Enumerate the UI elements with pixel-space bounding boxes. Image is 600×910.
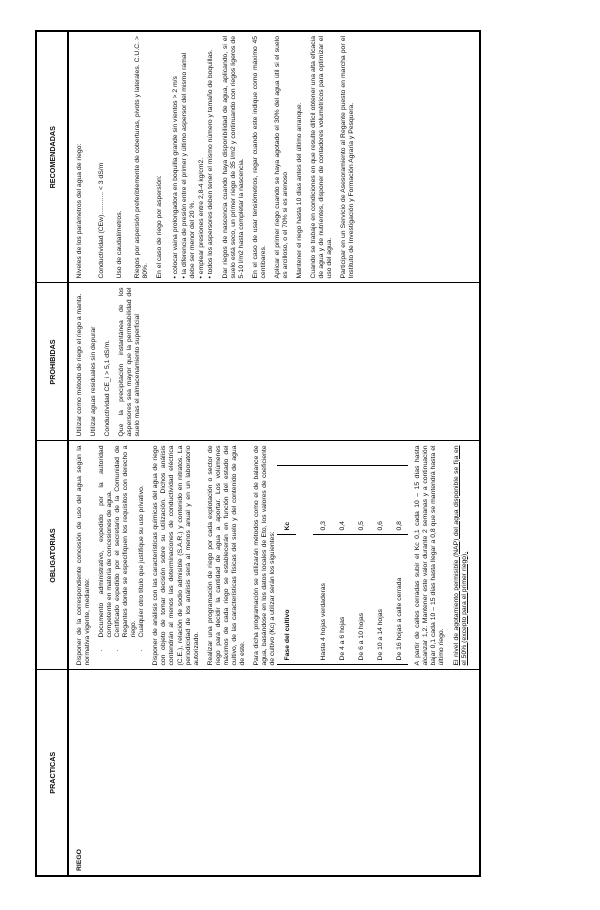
kc-value: 0,5	[351, 466, 370, 535]
kc-value: 0,3	[313, 466, 332, 535]
kc-value: 0,4	[332, 466, 351, 535]
kc-table-header	[277, 466, 296, 665]
table-header-row	[36, 31, 68, 876]
fase-label: De 6 a 10 hojas	[351, 535, 370, 665]
list-item: • todos los aspersores deben tener el mismo número y tamaño de boquillas.	[207, 49, 215, 279]
practica-cell	[68, 670, 480, 876]
recomendada-aspersion-tipos: Riegos por aspersión preferiblemente de coberturas, pivots y laterales. C.U.C. > 80%.	[134, 36, 150, 279]
obligatoria-nap: El nivel de agotamiento permisible (NAP) del agua disponible se fija en el 50% (excepto para el primer riego).	[452, 445, 468, 666]
recomendada-nascencia: Dar riegos de nascencia cuando haya disponibilidad de agua, aplicando, si el suelo está seco, un primer riego de 35 l/m2 y continuando con riegos ligeros de 5-10 l/m2 hasta completar la nascencia.	[221, 36, 245, 279]
rotated-document-page	[0, 5, 600, 905]
recomendadas-cell	[68, 31, 480, 283]
header-practicas: PRACTICAS	[36, 670, 68, 876]
concesion-list	[98, 446, 146, 666]
table-row	[389, 466, 408, 665]
prohibidas-cell	[68, 283, 480, 441]
recomendada-aspersion-caso: En el caso de riego por aspersión:	[156, 175, 164, 279]
recomendada-tensiometros: En el caso de usar tensiómetros, regar cuando este indique como máximo 45 centibares.	[251, 36, 267, 279]
obligatorias-cell	[68, 441, 480, 670]
list-item: · Documento administrativo, expedido por la autoridad competente en materia de concesiones de agua.	[98, 446, 114, 638]
list-item: • la diferencia de presión entre el primer y último aspersor del mismo ramal debe ser menor del 20 %.	[181, 52, 197, 279]
recomendada-niveles: Niveles de los parámetros del agua de riego:	[76, 143, 83, 279]
fase-label: De 4 a 6 hojas	[332, 535, 351, 665]
recomendada-contadores: Cuando se trabaje en condiciones en que resulte difícil obtener una alta eficacia de agua y de nutrientes, disponer de contadores volumétricos para optimizar el uso del agua.	[309, 36, 333, 279]
obligatoria-concesion: Disponer de la correspondiente concesión de uso del agua según la normativa vigente, mediante:	[76, 445, 92, 666]
table-row	[68, 31, 480, 876]
list-item: · Cualquier otro título que justifique su uso privativo.	[138, 446, 146, 638]
obligatoria-programacion: Realizar una programación de riego por cada explotación o sector de riego para decidir la cantidad de agua a aportar. Los volúmenes máximos de cada riego se establecerán en función del estado del cultivo, de las características físicas del suelo y del contenido de agua de este.	[206, 445, 246, 666]
obligatoria-balance: Para dicha programación se utilizarán métodos como el de balance de agua, basándose en los datos locales de Eto, los valores de coeficiente de cultivo (Kc) a utilizar serán los siguientes:	[252, 445, 276, 666]
fase-label: De 10 a 14 hojas	[370, 535, 389, 665]
list-item: • colocar vaina prolongadora en boquilla grande sin vientos > 2 m/s	[172, 76, 180, 279]
list-item: · Certificado expedido por el secretario de la Comunidad de Regantes donde se especifiquen los requisitos con derecho a riego.	[114, 446, 138, 638]
fase-header: Fase del cultivo	[277, 535, 296, 665]
fase-label: De 16 hojas a calle cerrada	[389, 535, 408, 665]
table-row	[370, 466, 389, 665]
header-recomendadas: RECOMENDADAS	[36, 31, 68, 283]
prohibida-aguas-residuales: Utilizar aguas residuales sin depurar	[90, 326, 98, 437]
prohibida-conductividad: Conductividad CE_i > 5,1 dS/m.	[104, 339, 112, 437]
table-row	[332, 466, 351, 665]
prohibida-precipitacion: Que la precipitación instantánea de los aspersores sea mayor que la permeabilidad del suelo mas el almacenamiento superficial	[118, 287, 142, 437]
fase-label: Hasta 4 hojas verdaderas	[313, 535, 332, 665]
list-item: • emplear presiones entre 2,8-4 kg/cm2.	[198, 157, 206, 279]
header-prohibidas: PROHIBIDAS	[36, 283, 68, 441]
recomendada-asesoramiento: Participar en un Servicio de Asesoramiento al Regante puesto en marcha por el Instituto de Investigación y Formación Agraria y Pesquera.	[340, 36, 356, 279]
practica-riego: RIEGO	[76, 849, 83, 871]
table-row	[351, 466, 370, 665]
kc-header: Kc	[277, 466, 296, 535]
obligatoria-analisis: Disponer de análisis con las características químicas del agua de riego con objeto de tomar decisión sobre su utilización. Dichos análisis contendrán al menos las determinaciones de conductividad eléctrica (C.E.), relación de sodio admisible (S.A.R.) y contenido en nitratos. La periodicidad de los análisis será al menos anual y en un laboratorio autorizado.	[152, 445, 200, 666]
kc-table	[277, 466, 408, 666]
recomendada-primer-riego: Aplicar el primer riego cuando se haya agotado el 30% del agua útil si el suelo es arcilloso, o el 70% si es arenoso	[273, 36, 289, 279]
header-obligatorias: OBLIGATORIAS	[36, 441, 68, 670]
kc-value: 0,8	[389, 466, 408, 535]
prohibida-manta: Utilizar como método de riego el riego a manta.	[76, 293, 83, 437]
recomendada-caudalimetros: Uso de caudalímetros.	[116, 210, 124, 279]
obligatoria-kc-calles: A partir de calles cerradas subir el Kc 0,1 cada 10 – 15 días hasta alcanzar 1,2. Mantener este valor durante 2 semanas y a continuación bajar 0,1 cada 10 – 15 días hasta llegar a 0,8 que se mantendrá hasta el último riego.	[414, 445, 446, 666]
recomendada-mantener-riego: Mantener el riego hasta 10 días antes del último arranque.	[295, 102, 303, 279]
table-row	[313, 466, 332, 665]
recomendada-conductividad: Conductividad (CEw)............ < 3 dS/m	[98, 162, 106, 279]
practices-table	[35, 30, 481, 877]
kc-value: 0,6	[370, 466, 389, 535]
